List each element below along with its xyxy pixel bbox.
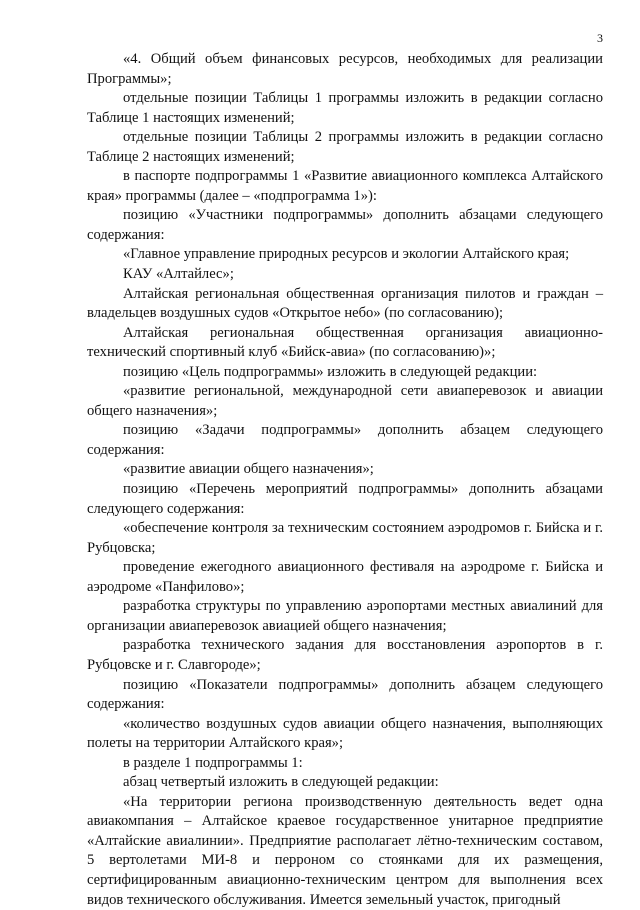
paragraph-12: позицию «Задачи подпрограммы» дополнить абзацем следующего содержания:: [87, 422, 603, 458]
paragraph-2: отдельные позиции Таблицы 1 программы изложить в редакции согласно Таблице 1 настоящих изменений;: [87, 90, 603, 126]
paragraph-4: в паспорте подпрограммы 1 «Развитие авиационного комплекса Алтайского края» программы (далее – «подпрограмма 1»):: [87, 168, 603, 204]
paragraph-17: разработка структуры по управлению аэропортами местных авиалиний для организации авиаперевозок авиацией общего назначения;: [87, 598, 603, 634]
paragraph-14: позицию «Перечень мероприятий подпрограммы» дополнить абзацами следующего содержания:: [87, 481, 603, 517]
paragraph-3: отдельные позиции Таблицы 2 программы изложить в редакции согласно Таблице 2 настоящих изменений;: [87, 129, 603, 165]
paragraph-15: «обеспечение контроля за техническим состоянием аэродромов г. Бийска и г. Рубцовска;: [87, 520, 603, 556]
paragraph-9: Алтайская региональная общественная организация авиационно-технический спортивный клуб «Бийск-авиа» (по согласованию)»;: [87, 324, 603, 361]
paragraph-23: «На территории региона производственную деятельность ведет одна авиакомпания – Алтайское краевое государственное унитарное предприятие «Алтайские авиалинии». Предприятие располагает лётно-техническим составом, 5 вертолетами МИ-8 и перроном со стоянками для их размещения, сертифицированным авиационно-техническим центром для выполнения всех видов технического обслуживания. Имеется земельный участок, пригодный: [87, 793, 603, 908]
page-number: 3: [597, 31, 603, 45]
paragraph-5: позицию «Участники подпрограммы» дополнить абзацами следующего содержания:: [87, 207, 603, 243]
paragraph-11: «развитие региональной, международной сети авиаперевозок и авиации общего назначения»;: [87, 383, 603, 419]
paragraph-20: «количество воздушных судов авиации общего назначения, выполняющих полеты на территории Алтайского края»;: [87, 715, 603, 752]
paragraph-13: «развитие авиации общего назначения»;: [123, 461, 374, 478]
paragraph-21: в разделе 1 подпрограммы 1:: [123, 754, 303, 771]
paragraph-16: проведение ежегодного авиационного фестиваля на аэродроме г. Бийска и аэродроме «Панфилово»;: [87, 559, 603, 595]
paragraph-7: КАУ «Алтайлес»;: [123, 266, 234, 283]
paragraph-22: абзац четвертый изложить в следующей редакции:: [123, 774, 439, 791]
paragraph-19: позицию «Показатели подпрограммы» дополнить абзацем следующего содержания:: [87, 676, 603, 713]
paragraph-10: позицию «Цель подпрограммы» изложить в следующей редакции:: [123, 363, 538, 380]
document-body: [87, 50, 603, 910]
paragraph-18: разработка технического задания для восстановления аэропортов в г. Рубцовске и г. Славгороде»;: [87, 637, 603, 673]
paragraph-6: «Главное управление природных ресурсов и экологии Алтайского края;: [123, 246, 570, 263]
paragraph-1: «4. Общий объем финансовых ресурсов, необходимых для реализации Программы»;: [87, 51, 603, 87]
paragraph-8: Алтайская региональная общественная организация пилотов и граждан – владельцев воздушных судов «Открытое небо» (по согласованию);: [87, 285, 603, 322]
